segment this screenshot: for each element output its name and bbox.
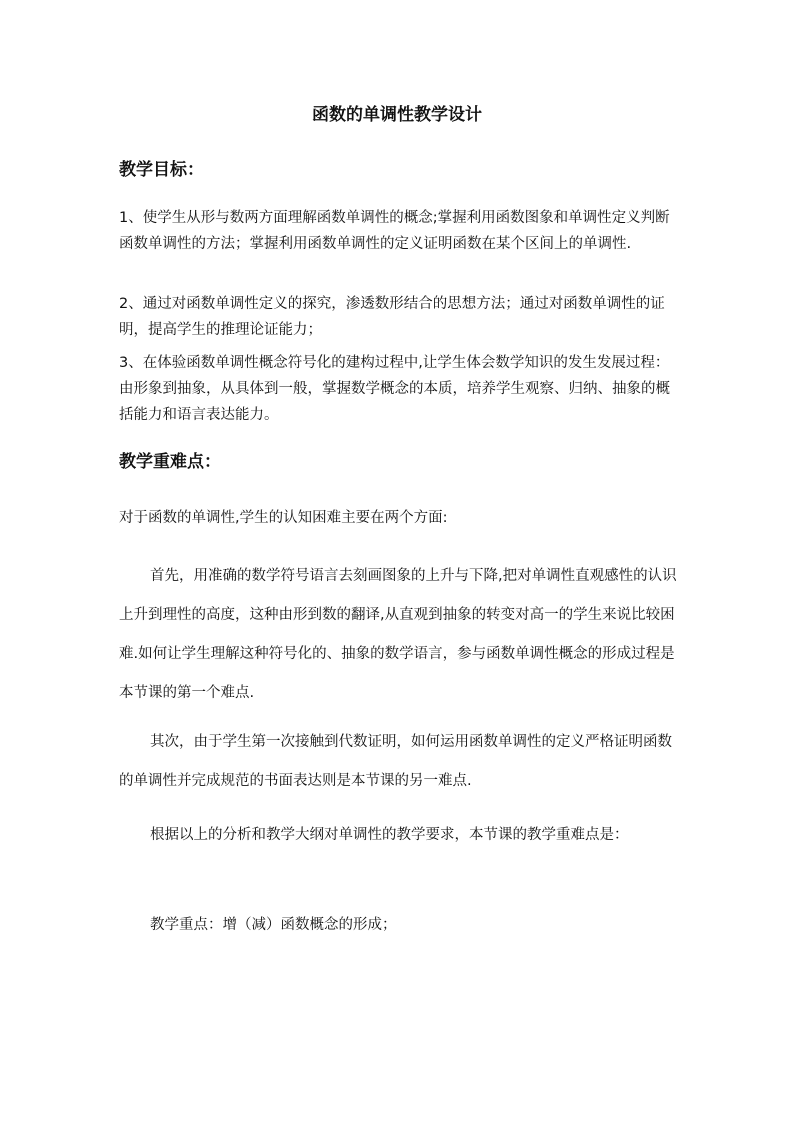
difficulties-heading: 教学重难点：: [119, 452, 221, 472]
document-title: 函数的单调性教学设计: [312, 105, 482, 125]
goals-heading: 教学目标：: [119, 160, 204, 180]
goal-item-1: 1、使学生从形与数两方面理解函数单调性的概念;掌握利用函数图象和单调性定义判断函数单调性的方法；掌握利用函数单调性的定义证明函数在某个区间上的单调性.: [119, 210, 670, 252]
difficulty-first: 首先，用准确的数学符号语言去刻画图象的上升与下降,把对单调性直观感性的认识上升到理性的高度，这种由形到数的翻译,从直观到抽象的转变对高一的学生来说比较困难.如何让学生理解这种符号化的、抽象的数学语言，参与函数单调性概念的形成过程是本节课的第一个难点.: [119, 568, 677, 701]
goal-item-3: 3、在体验函数单调性概念符号化的建构过程中,让学生体会数学知识的发生发展过程：由形象到抽象，从具体到一般，掌握数学概念的本质，培养学生观察、归纳、抽象的概括能力和语言表达能力。: [119, 355, 670, 423]
difficulty-second: 其次，由于学生第一次接触到代数证明，如何运用函数单调性的定义严格证明函数的单调性并完成规范的书面表达则是本节课的另一难点.: [119, 734, 672, 789]
goal-item-2: 2、通过对函数单调性定义的探究，渗透数形结合的思想方法；通过对函数单调性的证明，提高学生的推理论证能力；: [119, 296, 665, 338]
key-point-paragraph: 教学重点：增（减）函数概念的形成；: [150, 917, 397, 933]
difficulties-intro: 对于函数的单调性,学生的认知困难主要在两个方面:: [119, 510, 448, 526]
conclusion-paragraph: 根据以上的分析和教学大纲对单调性的教学要求，本节课的教学重难点是：: [150, 827, 629, 843]
